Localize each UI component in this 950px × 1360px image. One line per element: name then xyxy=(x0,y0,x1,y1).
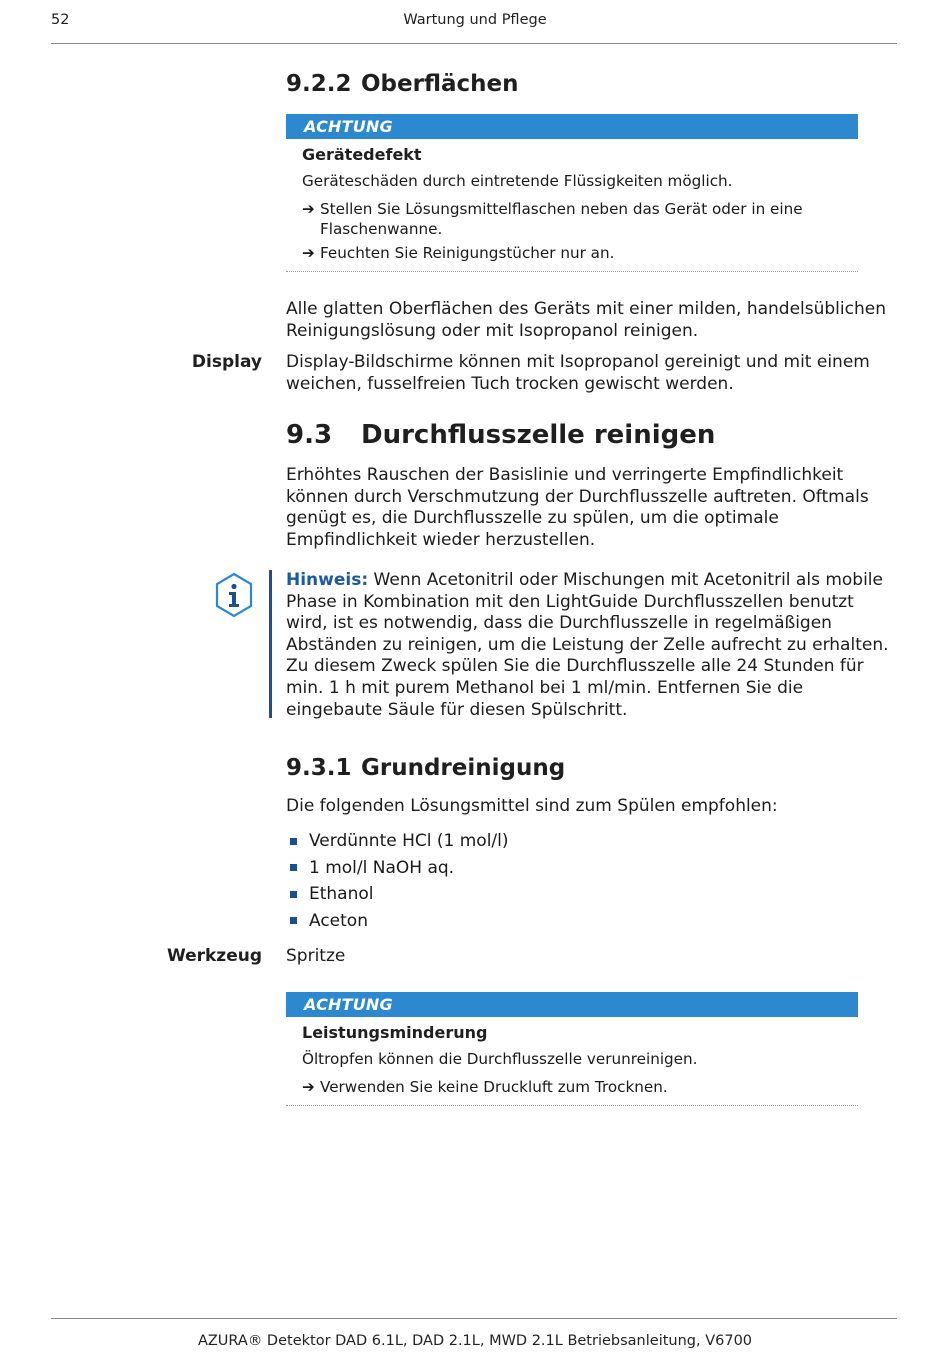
hint-accent-line xyxy=(269,570,272,718)
section-heading-922 xyxy=(286,71,519,97)
notice-step xyxy=(302,199,858,239)
section-title: Oberflächen xyxy=(361,71,519,97)
notice-step xyxy=(302,243,858,263)
notice-box-performance xyxy=(286,992,858,1106)
chapter-title: Wartung und Pflege xyxy=(403,12,547,28)
notice-step-text: Feuchten Sie Reinigungstücher nur an. xyxy=(320,244,615,262)
hint-note xyxy=(286,570,898,721)
notice-text: Öltropfen können die Durchflusszelle verunreinigen. xyxy=(302,1050,698,1068)
display-paragraph: Display-Bildschirme können mit Isopropanol gereinigt und mit einem weichen, fusselfreien Tuch trocken gewischt werden. xyxy=(286,352,870,394)
tool-label: Werkzeug xyxy=(166,946,262,966)
notice-title: Gerätedefekt xyxy=(302,145,422,164)
notice-title: Leistungsminderung xyxy=(302,1023,488,1042)
section-number: 9.3.1 xyxy=(286,755,352,781)
list-item: Verdünnte HCl (1 mol/l) xyxy=(290,828,509,855)
section-number: 9.2.2 xyxy=(286,71,352,97)
footer-rule xyxy=(51,1318,897,1319)
footer-text: AZURA® Detektor DAD 6.1L, DAD 2.1L, MWD 2.1L Betriebsanleitung, V6700 xyxy=(197,1333,753,1349)
page-number: 52 xyxy=(51,12,70,28)
notice-label: ACHTUNG xyxy=(286,114,858,139)
info-hexagon-icon xyxy=(214,572,254,618)
square-bullet-icon xyxy=(290,917,297,924)
surfaces-paragraph: Alle glatten Oberflächen des Geräts mit einer milden, handelsüblichen Reinigungslösung oder mit Isopropanol reinigen. xyxy=(286,299,886,341)
notice-step-text: Stellen Sie Lösungsmittelflaschen neben das Gerät oder in eine Flaschenwanne. xyxy=(320,200,803,238)
display-label: Display xyxy=(191,352,262,372)
notice-divider xyxy=(286,271,858,272)
notice-divider xyxy=(286,1105,858,1106)
notice-step xyxy=(302,1077,858,1097)
square-bullet-icon xyxy=(290,864,297,871)
list-item: Aceton xyxy=(290,908,509,935)
notice-box-device-defect xyxy=(286,114,858,272)
arrow-right-icon: ➔ xyxy=(302,200,315,218)
notice-text: Geräteschäden durch eintretende Flüssigkeiten möglich. xyxy=(302,172,733,190)
square-bullet-icon xyxy=(290,838,297,845)
list-item: Ethanol xyxy=(290,881,509,908)
hint-label: Hinweis: xyxy=(286,570,369,590)
flowcell-paragraph: Erhöhtes Rauschen der Basislinie und verringerte Empfindlichkeit können durch Verschmutzung der Durchflusszelle auftreten. Oftmals genügt es, die Durchflusszelle zu spülen, um die optimale Empfindlichkeit wieder herzustellen. xyxy=(286,465,869,550)
hint-text: Wenn Acetonitril oder Mischungen mit Acetonitril als mobile Phase in Kombination mit den LightGuide Durchflusszellen benutzt wird, ist es notwendig, dass die Durchflusszelle in regelmäßigen Abständen zu reinigen, um die Leistung der Zelle aufrecht zu erhalten. Zu diesem Zweck spülen Sie die Durchflusszelle alle 24 Stunden für min. 1 h mit purem Methanol bei 1 ml/min. Entfernen Sie die eingebaute Säule für diesen Spülschritt. xyxy=(286,570,889,720)
arrow-right-icon: ➔ xyxy=(302,244,315,262)
notice-step-text: Verwenden Sie keine Druckluft zum Trocknen. xyxy=(320,1078,668,1096)
section-title: Durchflusszelle reinigen xyxy=(361,420,716,450)
solvents-intro: Die folgenden Lösungsmittel sind zum Spülen empfohlen: xyxy=(286,796,778,816)
section-number: 9.3 xyxy=(286,420,333,450)
tool-text: Spritze xyxy=(286,946,346,966)
square-bullet-icon xyxy=(290,891,297,898)
solvent-list xyxy=(290,828,509,934)
arrow-right-icon: ➔ xyxy=(302,1078,315,1096)
notice-label: ACHTUNG xyxy=(286,992,858,1017)
section-heading-931 xyxy=(286,755,565,781)
list-item: 1 mol/l NaOH aq. xyxy=(290,855,509,882)
header-rule xyxy=(51,43,897,44)
section-heading-93 xyxy=(286,420,715,450)
section-title: Grundreinigung xyxy=(361,755,566,781)
